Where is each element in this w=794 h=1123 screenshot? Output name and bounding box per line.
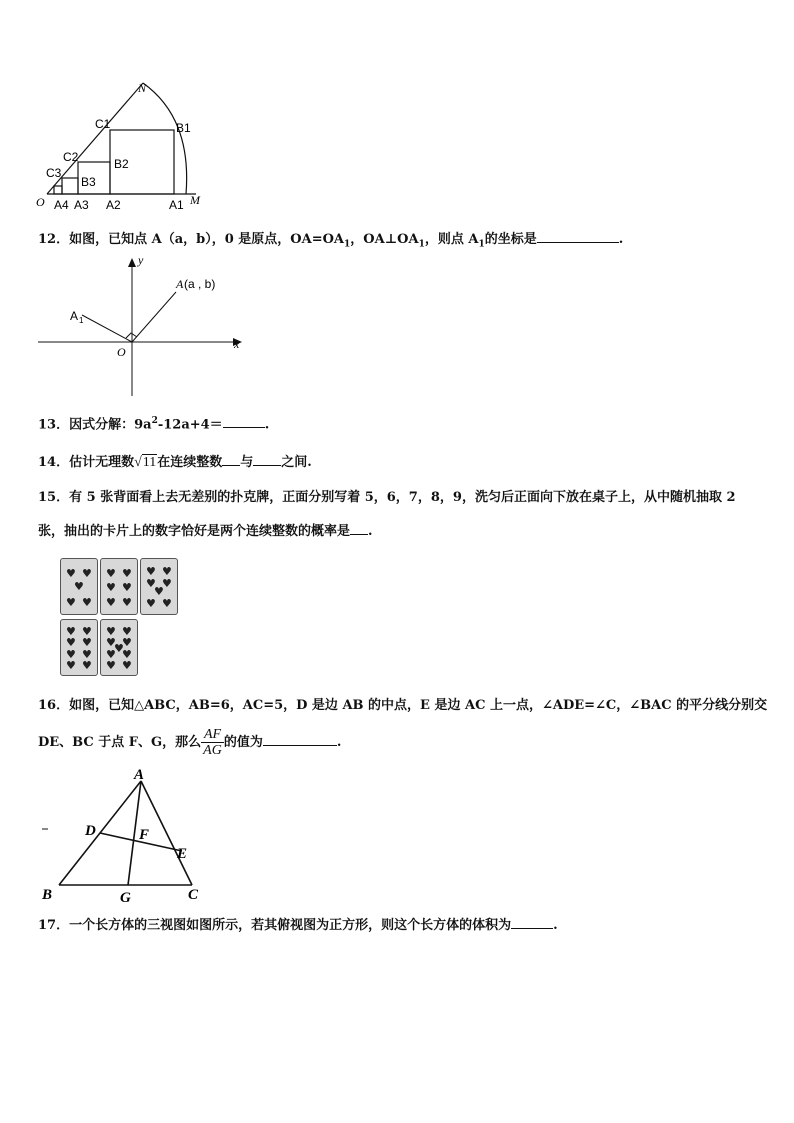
answer-blank-16[interactable] — [263, 731, 337, 746]
q12-sub-3: 1 — [478, 239, 485, 250]
q12-text-4: 的坐标是 — [484, 232, 537, 247]
q13-end: . — [264, 417, 270, 433]
question-15-line-1: 15．有 5 张背面看上去无差别的扑克牌，正面分别写着 5，6，7，8，9，洗匀后正面向下放在桌子上，从中随机抽取 2 — [38, 490, 736, 505]
q12-end: . — [618, 232, 624, 247]
q15-text: 张，抽出的卡片上的数字恰好是两个连续整数的概率是 — [38, 524, 351, 539]
sqrt-radicand: 11 — [142, 455, 157, 470]
question-15-line-2 — [38, 520, 373, 542]
q13-text-1: 13．因式分解：9a — [38, 417, 152, 433]
q16-end: . — [336, 735, 342, 750]
point-F-label: F — [139, 827, 150, 843]
question-13 — [38, 411, 269, 435]
point-D-label: D — [85, 823, 96, 839]
q12-sub-1: 1 — [344, 239, 351, 250]
figure-coordinate-axes — [34, 252, 249, 400]
q14-text-2: 在连续整数 — [157, 455, 223, 470]
label-B3: B3 — [81, 175, 96, 189]
label-M: M — [190, 193, 200, 207]
fraction-denominator: AG — [203, 743, 222, 758]
point-A1-label: A — [70, 309, 79, 323]
sqrt-11: √11 — [134, 455, 157, 470]
answer-blank-17[interactable] — [511, 914, 553, 929]
label-C3: C3 — [46, 166, 62, 180]
q12-text-2: ，OA⊥OA — [350, 232, 419, 247]
label-O: O — [36, 195, 45, 209]
answer-blank-14b[interactable] — [253, 451, 281, 466]
card-six: ♥ ♥ ♥ ♥ ♥ ♥ — [100, 558, 138, 615]
q15-end: . — [368, 524, 373, 539]
origin-label: O — [117, 345, 126, 359]
label-A2: A2 — [106, 198, 121, 212]
figure-triangle-abc — [38, 765, 218, 907]
card-eight: ♥ ♥ ♥ ♥ ♥ ♥ ♥ ♥ — [60, 619, 98, 676]
label-C2: C2 — [63, 150, 79, 164]
q16-text-1: DE、BC 于点 F、G，那么 — [38, 735, 202, 750]
label-A3: A3 — [74, 198, 89, 212]
q12-text-1: 12．如图，已知点 A（a，b），0 是原点，OA=OA — [38, 232, 345, 247]
card-nine: ♥ ♥ ♥ ♥ ♥ ♥ ♥ ♥ ♥ — [100, 619, 138, 676]
question-16-line-1: 16．如图，已知△ABC，AB=6，AC=5，D 是边 AB 的中点，E 是边 AC 上一点，∠ADE=∠C，∠BAC 的平分线分别交 — [38, 698, 768, 713]
playing-cards-figure — [58, 556, 182, 680]
fraction-numerator: AF — [201, 727, 224, 743]
question-14 — [38, 451, 312, 473]
point-A-coords: (a , b) — [184, 277, 216, 291]
label-A1: A1 — [169, 198, 184, 212]
question-16-line-2 — [38, 726, 341, 760]
answer-blank-14a[interactable] — [222, 451, 240, 466]
label-N: N — [138, 81, 147, 95]
q13-sup: 2 — [151, 416, 158, 426]
point-A-label: A — [176, 277, 184, 291]
q13-text-2: -12a+4＝ — [157, 417, 223, 433]
fraction-AF-AG — [201, 727, 224, 758]
question-17 — [38, 914, 558, 936]
vertex-A-label: A — [134, 767, 145, 783]
label-C1: C1 — [95, 117, 111, 131]
q12-text-3: ，则点 A — [424, 232, 479, 247]
question-12 — [38, 228, 623, 255]
point-E-label: E — [177, 846, 188, 862]
vertex-C-label: C — [188, 887, 199, 903]
q17-text: 17．一个长方体的三视图如图所示，若其俯视图为正方形，则这个长方体的体积为 — [38, 918, 512, 933]
answer-blank-13[interactable] — [223, 413, 265, 428]
q14-text-1: 14．估计无理数 — [38, 455, 135, 470]
q14-text-4: 之间. — [281, 455, 312, 470]
q12-sub-2: 1 — [418, 239, 425, 250]
card-seven: ♥ ♥ ♥ ♥ ♥ ♥ ♥ — [140, 558, 178, 615]
figure-squares-quarter-circle — [30, 78, 210, 218]
point-G-label: G — [120, 890, 131, 906]
q16-text-2: 的值为 — [223, 735, 263, 750]
answer-blank-15[interactable] — [350, 520, 368, 535]
vertex-B-label: B — [42, 887, 53, 903]
x-axis-label: x — [234, 337, 240, 351]
q17-end: . — [553, 918, 558, 933]
card-five: ♥ ♥ ♥ ♥ ♥ — [60, 558, 98, 615]
q14-text-3: 与 — [240, 455, 254, 470]
label-A4: A4 — [54, 198, 69, 212]
y-axis-label: y — [138, 253, 144, 267]
label-B1: B1 — [176, 121, 191, 135]
answer-blank-12[interactable] — [537, 228, 619, 243]
label-B2: B2 — [114, 157, 129, 171]
point-A1-sub: 1 — [79, 316, 84, 325]
